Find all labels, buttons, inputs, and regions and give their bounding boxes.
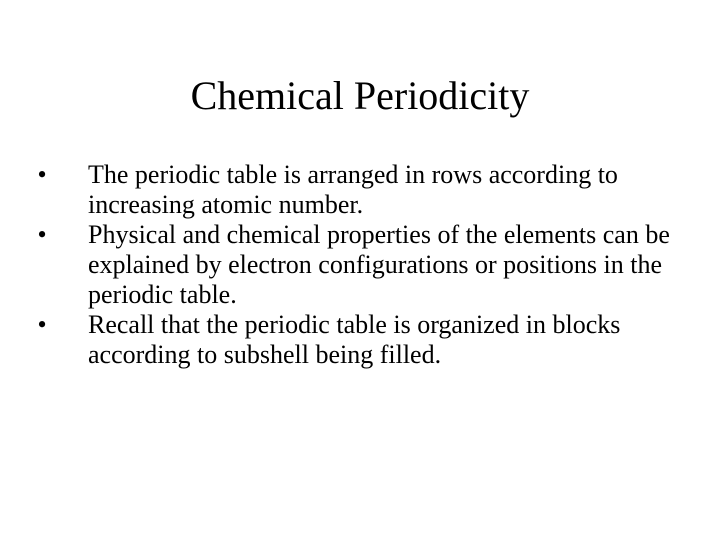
bullet-list xyxy=(30,160,690,370)
slide-title: Chemical Periodicity xyxy=(190,73,530,118)
bullet-icon: • xyxy=(37,310,47,339)
bullet-item xyxy=(30,160,690,220)
bullet-icon: • xyxy=(37,160,47,189)
bullet-text: Physical and chemical properties of the elements can be explained by electron configurations or positions in the periodic table. xyxy=(88,220,670,309)
bullet-icon: • xyxy=(37,220,47,249)
bullet-text: The periodic table is arranged in rows according to increasing atomic number. xyxy=(88,160,618,219)
bullet-item xyxy=(30,310,690,370)
bullet-text: Recall that the periodic table is organized in blocks according to subshell being filled. xyxy=(88,310,621,369)
bullet-item xyxy=(30,220,690,310)
